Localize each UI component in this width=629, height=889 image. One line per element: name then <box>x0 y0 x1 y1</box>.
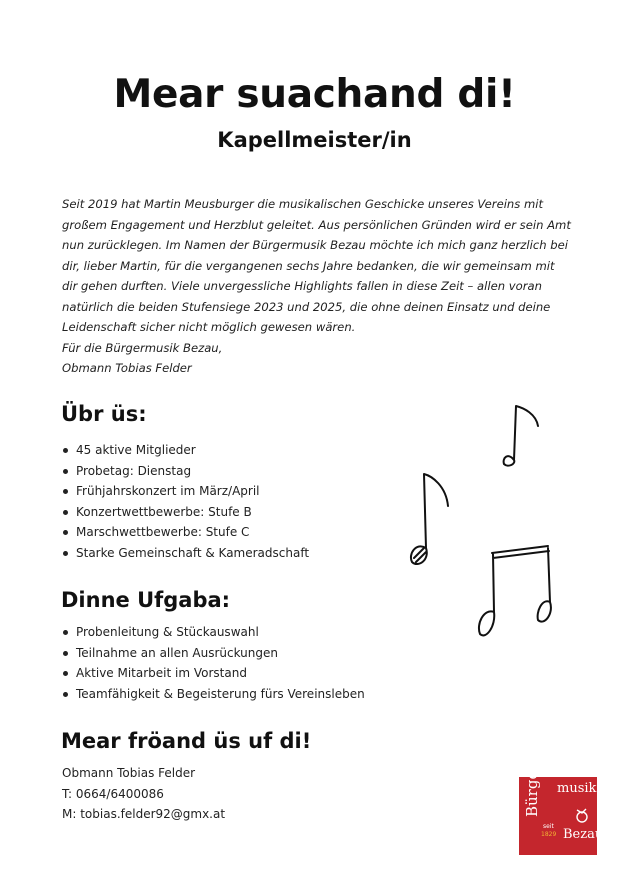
list-item: Probenleitung & Stückauswahl <box>62 622 365 643</box>
tasks-heading: Dinne Ufgaba: <box>61 588 231 612</box>
list-item: Starke Gemeinschaft & Kameradschaft <box>62 543 309 564</box>
signoff-line-1: Für die Bürgermusik Bezau, <box>62 340 223 355</box>
logo-word-burger: Bürger <box>523 763 541 817</box>
logo-year: 1829 <box>541 831 557 838</box>
contact-name: Obmann Tobias Felder <box>62 766 196 780</box>
contact-email: M: tobias.felder92@gmx.at <box>62 807 226 821</box>
list-item: Teamfähigkeit & Begeisterung fürs Vereinsleben <box>62 684 365 705</box>
eighth-note-icon <box>504 406 538 466</box>
eighth-note-icon <box>411 474 448 564</box>
page-title: Mear suachand di! <box>113 72 516 117</box>
contact-phone: T: 0664/6400086 <box>62 786 164 801</box>
about-heading: Übr üs: <box>61 402 147 426</box>
list-item: Teilnahme an allen Ausrückungen <box>62 643 365 664</box>
logo-seit: seit <box>543 823 554 830</box>
beamed-notes-icon <box>479 546 551 635</box>
list-item: Konzertwettbewerbe: Stufe B <box>62 502 309 523</box>
contact-heading: Mear fröand üs uf di! <box>61 729 312 753</box>
intro-paragraph: Seit 2019 hat Martin Meusburger die musikalischen Geschicke unseres Vereins mit großem Engagement und Herzblut geleitet. Aus persönlichen Gründen wird er sein Amt nun zurücklegen. Im Namen der Bürgermusik Bezau möchte ich mich ganz herzlich bei dir, lieber Martin, für die vergangenen sechs Jahre bedanken, die wir gemeinsam mit dir gehen durften. Viele unvergessliche Highlights fallen in diese Zeit – allen voran natürlich die beiden Stufensiege 2023 und 2025, die ohne deinen Einsatz und deine Leidenschaft sicher nicht möglich gewesen wären. <box>62 197 571 334</box>
list-item: Aktive Mitarbeit im Vorstand <box>62 663 365 684</box>
burgermusik-bezau-logo <box>519 763 604 855</box>
list-item: 45 aktive Mitglieder <box>62 440 309 461</box>
logo-word-musik: musik <box>557 781 597 796</box>
list-item: Frühjahrskonzert im März/April <box>62 481 309 502</box>
list-item: Marschwettbewerbe: Stufe C <box>62 522 309 543</box>
contact-info <box>62 763 225 825</box>
music-notes-icon <box>398 398 558 648</box>
page-subtitle: Kapellmeister/in <box>217 128 412 152</box>
horn-icon <box>573 807 591 825</box>
intro-text <box>62 194 572 379</box>
about-list <box>62 440 309 563</box>
tasks-list <box>62 622 365 704</box>
signoff-line-2: Obmann Tobias Felder <box>62 361 192 375</box>
list-item: Probetag: Dienstag <box>62 461 309 482</box>
logo-word-bezau: Bezau <box>563 827 604 842</box>
